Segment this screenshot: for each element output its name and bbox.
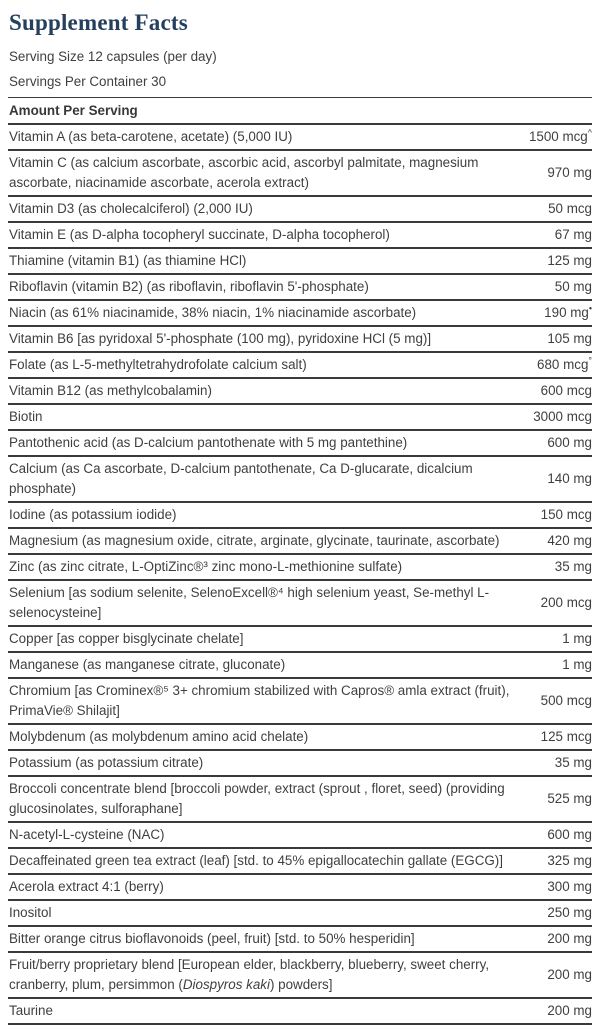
ingredient-row	[8, 581, 592, 627]
ingredient-row	[8, 953, 592, 999]
ingredient-label: Thiamine (vitamin B1) (as thiamine HCl)	[9, 253, 247, 268]
ingredient-row	[8, 529, 592, 555]
ingredient-row	[8, 405, 592, 431]
ingredient-label: Inositol	[9, 905, 52, 920]
ingredient-row	[8, 679, 592, 725]
ingredient-label: N-acetyl-L-cysteine (NAC)	[9, 827, 165, 842]
ingredient-label: Vitamin D3 (as cholecalciferol) (2,000 IU)	[9, 201, 253, 216]
ingredient-amount: 500 mcg	[540, 693, 592, 708]
ingredient-amount: 35 mg	[554, 755, 592, 770]
ingredient-amount: 190 mg•	[544, 303, 592, 320]
ingredient-amount: 200 mcg	[540, 595, 592, 610]
ingredient-label: Vitamin A (as beta-carotene, acetate) (5,000 IU)	[9, 129, 293, 144]
facts-rows	[8, 125, 592, 1025]
ingredient-row	[8, 125, 592, 151]
ingredient-amount: 325 mg	[547, 853, 592, 868]
ingredient-row	[8, 653, 592, 679]
ingredient-label: Vitamin C (as calcium ascorbate, ascorbic acid, ascorbyl palmitate, magnesium ascorbate, niacinamide ascorbate, acerola extract)	[9, 155, 479, 190]
ingredient-label: Copper [as copper bisglycinate chelate]	[9, 631, 244, 646]
ingredient-amount: 250 mg	[547, 905, 592, 920]
ingredient-row	[8, 849, 592, 875]
ingredient-amount: 1 mg	[562, 631, 592, 646]
ingredient-row	[8, 927, 592, 953]
ingredient-label: Vitamin B6 [as pyridoxal 5'-phosphate (100 mg), pyridoxine HCl (5 mg)]	[9, 331, 432, 346]
ingredient-amount: 50 mcg	[548, 201, 592, 216]
ingredient-row	[8, 457, 592, 503]
ingredient-amount: 1500 mcg^	[528, 127, 592, 144]
ingredient-row	[8, 555, 592, 581]
ingredient-label: Iodine (as potassium iodide)	[9, 507, 177, 522]
ingredient-row	[8, 223, 592, 249]
ingredient-row	[8, 327, 592, 353]
ingredient-amount: 1 mg	[562, 657, 592, 672]
ingredient-label: Riboflavin (vitamin B2) (as riboflavin, riboflavin 5'-phosphate)	[9, 279, 369, 294]
ingredient-amount: 680 mcg°	[537, 355, 592, 372]
ingredient-label: Folate (as L-5-methyltetrahydrofolate calcium salt)	[9, 357, 307, 372]
page-title: Supplement Facts	[9, 10, 188, 35]
ingredient-label: Potassium (as potassium citrate)	[9, 755, 204, 770]
ingredient-row	[8, 999, 592, 1025]
ingredient-label: Pantothenic acid (as D-calcium pantothenate with 5 mg pantethine)	[9, 435, 408, 450]
ingredient-row	[8, 627, 592, 653]
ingredient-label: Manganese (as manganese citrate, gluconate)	[9, 657, 286, 672]
ingredient-row	[8, 777, 592, 823]
ingredient-amount: 600 mg	[547, 827, 592, 842]
ingredient-label: Biotin	[9, 409, 43, 424]
ingredient-amount: 600 mcg	[540, 383, 592, 398]
ingredient-amount: 3000 mcg	[533, 409, 592, 424]
ingredient-amount: 150 mcg	[540, 507, 592, 522]
servings-per-container-text: Servings Per Container 30	[9, 74, 167, 89]
ingredient-amount: 50 mg	[554, 279, 592, 294]
serving-size-text: Serving Size 12 capsules (per day)	[9, 49, 217, 64]
ingredient-label: Calcium (as Ca ascorbate, D-calcium pantothenate, Ca D-glucarate, dicalcium phosphate)	[9, 461, 473, 496]
ingredient-label: Magnesium (as magnesium oxide, citrate, arginate, glycinate, taurinate, ascorbate)	[9, 533, 500, 548]
ingredient-amount: 140 mg	[547, 471, 592, 486]
ingredient-amount: 300 mg	[547, 879, 592, 894]
ingredient-label: Decaffeinated green tea extract (leaf) [std. to 45% epigallocatechin gallate (EGCG)]	[9, 853, 503, 868]
ingredient-label: Acerola extract 4:1 (berry)	[9, 879, 164, 894]
ingredient-label: Chromium [as Crominex®⁵ 3+ chromium stabilized with Capros® amla extract (fruit), PrimaVie® Shilajit]	[9, 683, 510, 718]
ingredient-amount: 67 mg	[554, 227, 592, 242]
ingredient-amount: 970 mg	[547, 165, 592, 180]
ingredient-amount: 200 mg	[547, 1003, 592, 1018]
ingredient-amount: 600 mg	[547, 435, 592, 450]
ingredient-row	[8, 823, 592, 849]
ingredient-amount: 35 mg	[554, 559, 592, 574]
ingredient-label: Taurine	[9, 1003, 53, 1018]
ingredient-row	[8, 431, 592, 457]
footnote-mark: •	[588, 303, 592, 314]
ingredient-label: Bitter orange citrus bioflavonoids (peel, fruit) [std. to 50% hesperidin]	[9, 931, 415, 946]
ingredient-amount: 125 mcg	[540, 729, 592, 744]
ingredient-amount: 105 mg	[547, 331, 592, 346]
ingredient-row	[8, 503, 592, 529]
ingredient-row	[8, 725, 592, 751]
ingredient-label: Vitamin E (as D-alpha tocopheryl succinate, D-alpha tocopherol)	[9, 227, 390, 242]
ingredient-row	[8, 249, 592, 275]
ingredient-row	[8, 751, 592, 777]
ingredient-label: Vitamin B12 (as methylcobalamin)	[9, 383, 212, 398]
ingredient-amount: 200 mg	[547, 967, 592, 982]
ingredient-amount: 525 mg	[547, 791, 592, 806]
ingredient-row	[8, 353, 592, 379]
ingredient-row	[8, 379, 592, 405]
ingredient-row	[8, 151, 592, 197]
ingredient-row	[8, 301, 592, 327]
ingredient-amount: 200 mg	[547, 931, 592, 946]
ingredient-label: Molybdenum (as molybdenum amino acid chelate)	[9, 729, 309, 744]
ingredient-amount: 125 mg	[547, 253, 592, 268]
ingredient-label: Broccoli concentrate blend [broccoli powder, extract (sprout , floret, seed) (providing glucosinolates, sulforaphane]	[9, 781, 505, 816]
ingredient-row	[8, 901, 592, 927]
footnote-mark: °	[588, 355, 592, 366]
footnote-mark: ^	[587, 127, 592, 138]
ingredient-row	[8, 875, 592, 901]
ingredient-label: Selenium [as sodium selenite, SelenoExcell®⁴ high selenium yeast, Se-methyl L-selenocysteine]	[9, 585, 490, 620]
amount-per-serving-header: Amount Per Serving	[8, 97, 592, 125]
ingredient-label: Niacin (as 61% niacinamide, 38% niacin, 1% niacinamide ascorbate)	[9, 305, 417, 320]
ingredient-amount: 420 mg	[547, 533, 592, 548]
ingredient-label: Fruit/berry proprietary blend [European elder, blackberry, blueberry, sweet cherry, cranberry, plum, persimmon (Diospyros kaki) powders]	[9, 957, 490, 992]
ingredient-label: Zinc (as zinc citrate, L-OptiZinc®³ zinc mono-L-methionine sulfate)	[9, 559, 403, 574]
ingredient-row	[8, 197, 592, 223]
ingredient-row	[8, 275, 592, 301]
